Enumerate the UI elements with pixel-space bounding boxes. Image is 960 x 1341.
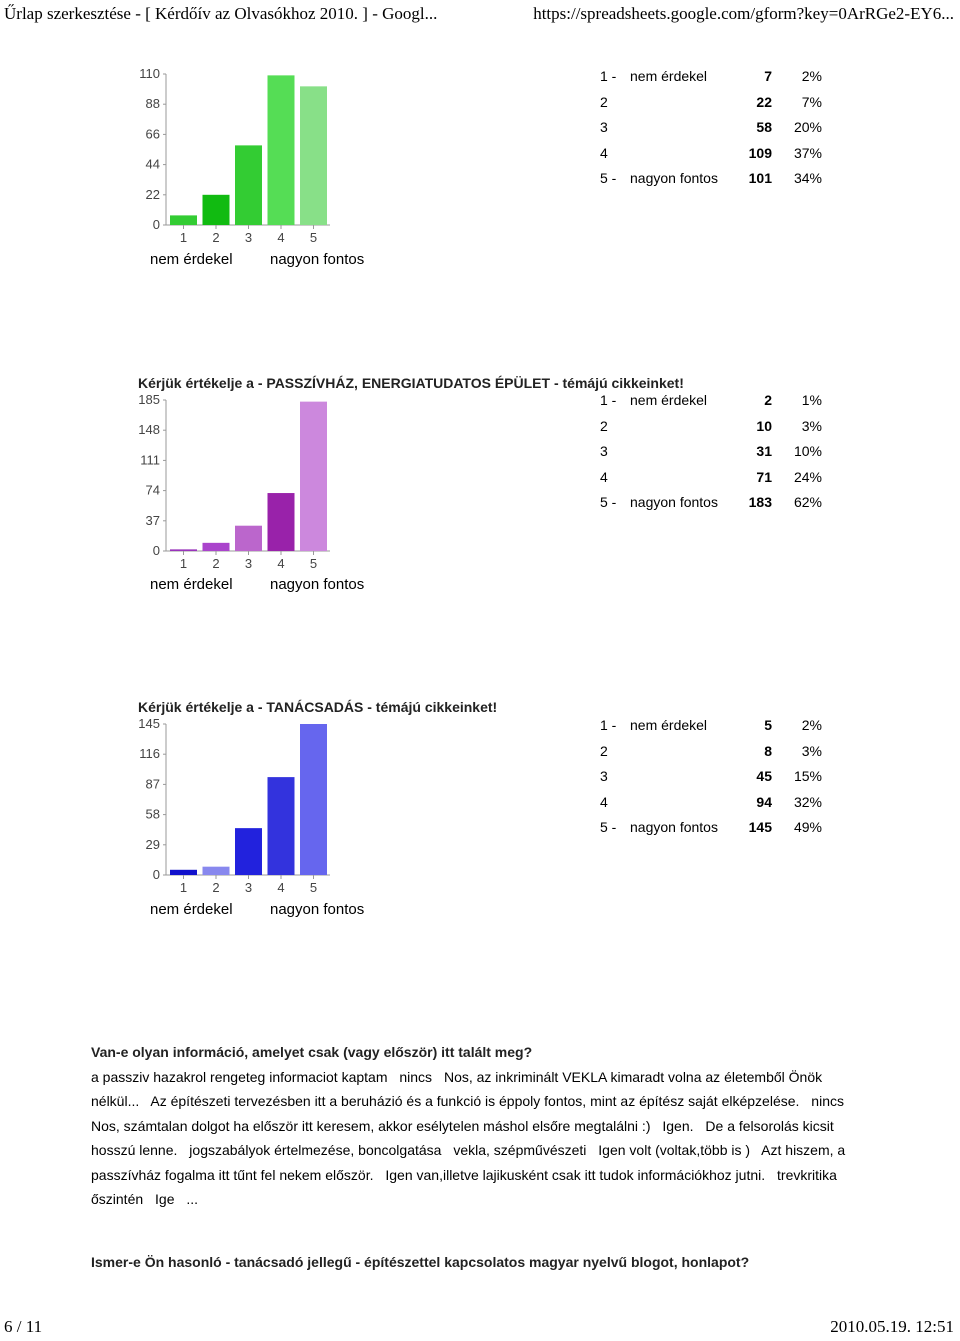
bar [235, 145, 262, 225]
page-url: https://spreadsheets.google.com/gform?key=0ArRGe2-EY6... [533, 4, 954, 23]
response-percent: 34% [793, 170, 822, 186]
x-tick-label: 2 [212, 880, 220, 895]
response-percent: 49% [793, 819, 822, 835]
y-tick-label: 22 [145, 186, 160, 202]
open-question-block [91, 1040, 871, 1212]
response-count: 7 [764, 68, 772, 84]
option-number: 4 [600, 144, 608, 161]
scale-high-label: nagyon fontos [270, 576, 365, 593]
response-count: 183 [748, 494, 772, 510]
answer-text: De a felsorolás kicsit hosszú lenne. [91, 1117, 834, 1158]
answer-text: nincs [811, 1093, 844, 1109]
bar [170, 549, 197, 551]
bar [203, 543, 230, 551]
y-tick-label: 87 [145, 776, 160, 792]
y-tick-label: 44 [145, 156, 160, 172]
answer-text: a passziv hazakrol rengeteg informaciot kaptam [91, 1068, 388, 1085]
option-number: 3 [600, 768, 608, 784]
y-tick-label: 0 [152, 867, 160, 882]
y-tick-label: 0 [152, 543, 160, 558]
answer-text: Igen volt (voltak,több is ) [598, 1142, 751, 1158]
response-count: 101 [748, 170, 772, 186]
bar [300, 724, 327, 875]
x-tick-label: 1 [179, 880, 188, 895]
option-number: 1 - [600, 392, 617, 408]
option-number: 5 - [600, 170, 617, 186]
option-number: 4 [600, 793, 608, 810]
y-tick-label: 29 [145, 836, 160, 852]
response-percent: 1% [801, 392, 822, 408]
bar [268, 493, 295, 551]
response-count: 109 [748, 144, 772, 161]
response-percent: 2% [801, 68, 822, 84]
option-number: 5 - [600, 819, 617, 835]
scale-high-label: nagyon fontos [270, 901, 365, 918]
bar-chart-2 [130, 388, 340, 573]
response-count: 8 [764, 742, 772, 759]
answer-text: Az építészeti tervezésben itt a beruházió és a funkció is éppoly fontos, mint az építész saját elképzelése. [150, 1093, 800, 1109]
response-count: 94 [756, 793, 772, 810]
scale-high-label: nagyon fontos [270, 251, 365, 268]
x-tick-label: 5 [309, 880, 318, 895]
option-number: 3 [600, 443, 608, 459]
response-percent: 3% [801, 417, 822, 434]
response-count: 45 [756, 768, 772, 784]
y-tick-label: 88 [145, 96, 160, 112]
x-tick-label: 5 [309, 230, 318, 245]
bar [170, 870, 197, 875]
bar [300, 86, 327, 225]
y-tick-label: 37 [145, 512, 160, 528]
response-percent: 24% [793, 468, 822, 485]
response-count: 71 [756, 468, 772, 485]
y-tick-label: 111 [140, 452, 160, 468]
page-title: Űrlap szerkesztése - [ Kérdőív az Olvasókhoz 2010. ] - Googl... [4, 4, 438, 23]
next-question-title: Ismer-e Ön hasonló - tanácsadó jellegű - építészettel kapcsolatos magyar nyelvű blogot, honlapot? [91, 1254, 750, 1270]
answer-text: trevkritika őszintén [91, 1166, 837, 1207]
response-percent: 15% [793, 768, 822, 784]
option-label: nagyon fontos [630, 170, 718, 186]
response-percent: 62% [793, 494, 822, 510]
answer-text: ... [186, 1191, 199, 1207]
response-count: 31 [756, 443, 772, 459]
bar [268, 777, 295, 875]
bar [268, 75, 295, 225]
y-tick-label: 145 [138, 716, 160, 731]
answer-text: Ige [155, 1191, 175, 1207]
answer-text: vekla, szépművészeti [453, 1142, 587, 1158]
option-number: 5 - [600, 494, 617, 510]
answer-text: Igen van,illetve lajikusként csak itt tudok információkhoz jutni. [385, 1166, 766, 1183]
x-tick-label: 3 [244, 230, 253, 245]
y-tick-label: 58 [145, 806, 160, 822]
bar-chart-3 [130, 712, 340, 897]
x-tick-label: 4 [277, 230, 285, 245]
bar [235, 828, 262, 875]
answer-text: Azt hiszem, a passzívház fogalma itt tűnt fel nekem először. [91, 1142, 846, 1183]
response-count: 58 [756, 119, 772, 135]
response-percent: 7% [801, 93, 822, 110]
option-number: 2 [600, 417, 608, 434]
response-percent: 10% [793, 443, 822, 459]
response-count: 145 [748, 819, 772, 835]
bar [203, 195, 230, 225]
option-number: 3 [600, 119, 608, 135]
y-tick-label: 0 [152, 217, 160, 232]
y-tick-label: 110 [139, 66, 160, 81]
option-label: nagyon fontos [630, 494, 718, 510]
answer-text: jogszabályok értelmezése, boncolgatása [189, 1142, 442, 1158]
answer-text: Nos, számtalan dolgot ha először itt keresem, akkor esélytelen máshol elsőre megtalálni :) [91, 1117, 651, 1134]
y-tick-label: 116 [139, 746, 160, 762]
x-tick-label: 3 [244, 556, 253, 571]
answer-text: nincs [399, 1068, 433, 1085]
option-number: 2 [600, 742, 608, 759]
response-percent: 2% [801, 717, 822, 733]
question-title-2: Kérjük értékelje a - PASSZÍVHÁZ, ENERGIATUDATOS ÉPÜLET - témájú cikkeinket! [138, 375, 684, 391]
open-question-title: Van-e olyan információ, amelyet csak (vagy először) itt talált meg? [91, 1044, 533, 1060]
response-count: 10 [756, 417, 772, 434]
x-tick-label: 1 [179, 230, 188, 245]
response-percent: 20% [793, 119, 822, 135]
response-count: 2 [764, 392, 772, 408]
answer-text: Nos, az inkriminált VEKLA kimaradt volna az életemből Önök nélkül... [91, 1068, 823, 1109]
bar [300, 402, 327, 551]
response-percent: 37% [793, 144, 822, 161]
bar [170, 215, 197, 225]
print-footer [0, 1315, 960, 1341]
response-percent: 32% [793, 793, 822, 810]
x-tick-label: 4 [277, 880, 285, 895]
scale-low-label: nem érdekel [150, 901, 233, 918]
response-count: 22 [756, 93, 772, 110]
x-tick-label: 1 [179, 556, 188, 571]
option-number: 1 - [600, 68, 617, 84]
x-tick-label: 2 [212, 556, 220, 571]
scale-low-label: nem érdekel [150, 251, 233, 268]
bar [203, 867, 230, 875]
y-tick-label: 74 [145, 482, 160, 498]
response-count: 5 [764, 717, 772, 733]
option-label: nem érdekel [630, 392, 708, 408]
print-header [0, 0, 960, 34]
option-label: nagyon fontos [630, 819, 718, 835]
option-number: 2 [600, 93, 608, 110]
bar-chart-1 [130, 62, 340, 247]
page-number: 6 / 11 [4, 1317, 43, 1336]
y-tick-label: 66 [145, 126, 160, 142]
option-label: nem érdekel [630, 68, 708, 84]
x-tick-label: 4 [277, 556, 285, 571]
print-datetime: 2010.05.19. 12:51 [830, 1317, 954, 1336]
bar [235, 526, 262, 551]
answer-text: Igen. [662, 1117, 694, 1134]
option-number: 1 - [600, 717, 617, 733]
scale-low-label: nem érdekel [150, 576, 233, 593]
response-percent: 3% [801, 742, 822, 759]
x-tick-label: 5 [309, 556, 318, 571]
option-number: 4 [600, 468, 608, 485]
y-tick-label: 185 [138, 392, 160, 407]
x-tick-label: 3 [244, 880, 253, 895]
answers-list [91, 1069, 852, 1208]
question-title-3: Kérjük értékelje a - TANÁCSADÁS - témájú cikkeinket! [138, 699, 498, 715]
y-tick-label: 148 [138, 422, 160, 438]
x-tick-label: 2 [212, 230, 220, 245]
option-label: nem érdekel [630, 717, 708, 733]
